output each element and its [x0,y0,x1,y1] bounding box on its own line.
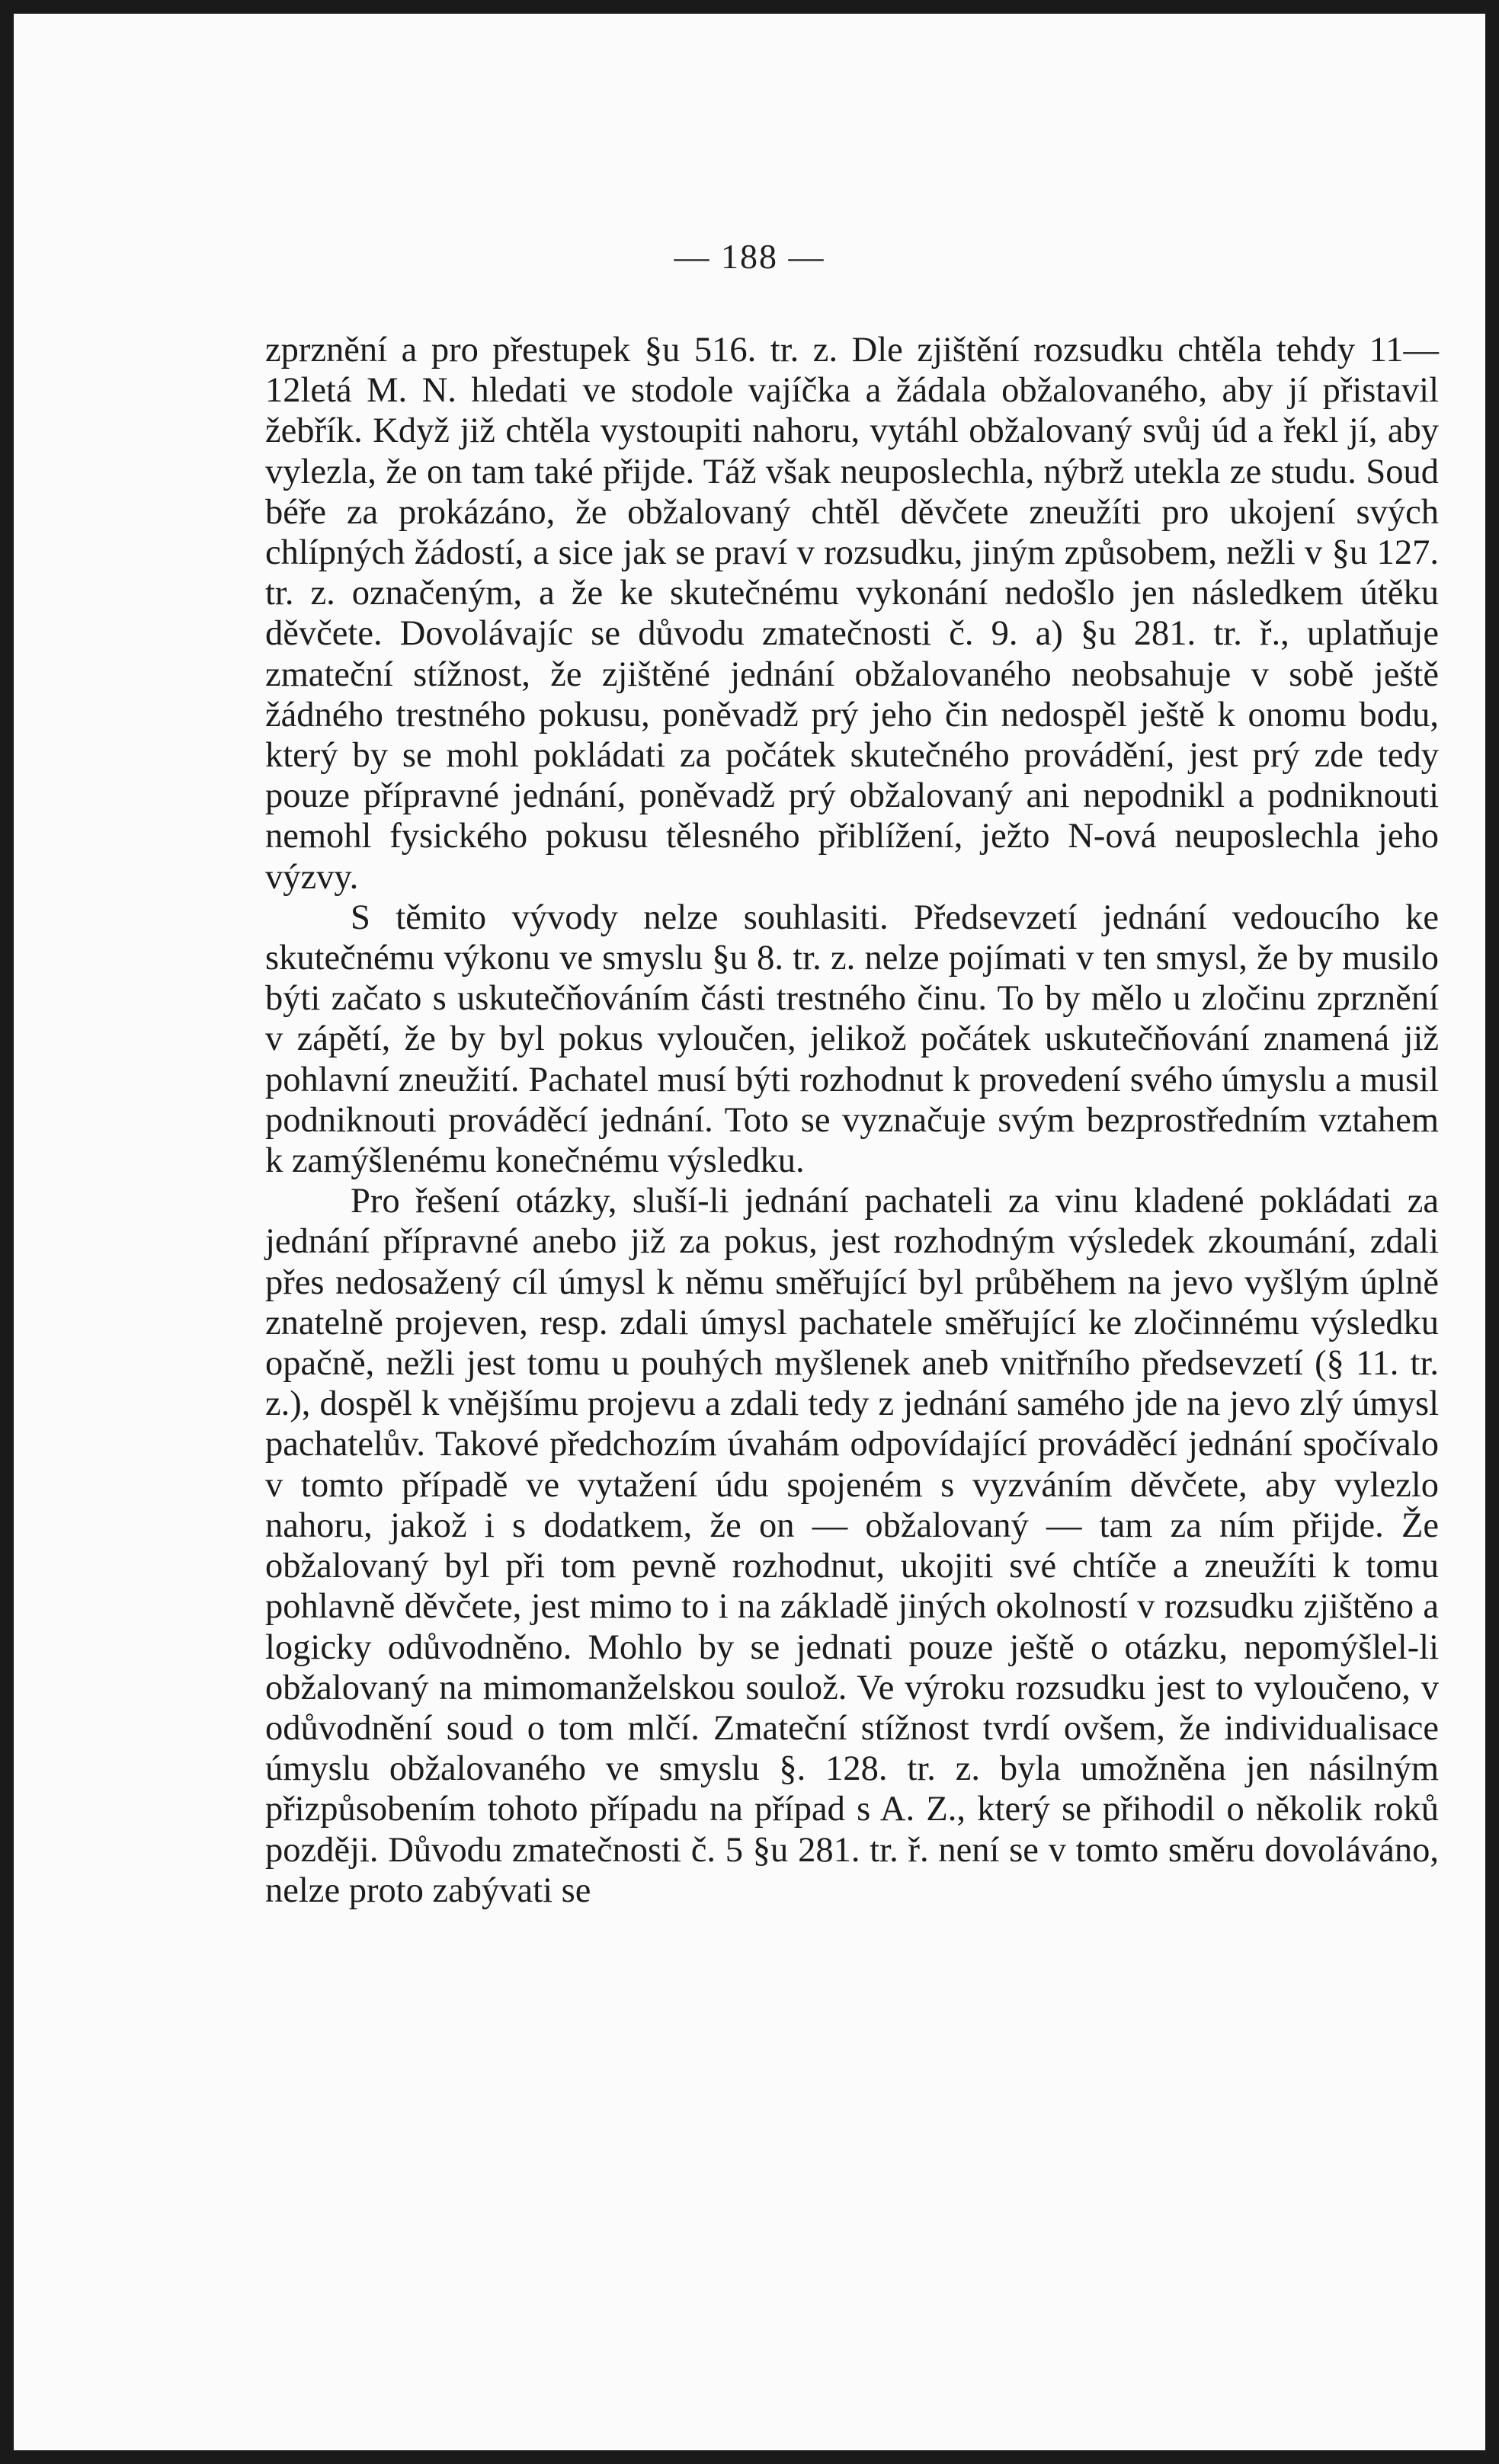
paragraph-2: S těmito vývody nelze souhlasiti. Předsevzetí jednání vedoucího ke skutečnému výkonu ve smyslu §u 8. tr. z. nelze pojímati v ten smysl, že by musilo býti začato s uskutečňováním části trestného činu. To by mělo u zločinu zprznění v zápětí, že by byl pokus vyloučen, jelikož počátek uskutečňování znamená již pohlavní zneužití. Pachatel musí býti rozhodnut k provedení svého úmyslu a musil podniknouti prováděcí jednání. Toto se vyznačuje svým bezprostředním vztahem k zamýšlenému konečnému výsledku. [265,898,1439,1181]
paragraph-1: zprznění a pro přestupek §u 516. tr. z. Dle zjištění rozsudku chtěla tehdy 11—12letá M. N. hledati ve stodole vajíčka a žádala obžalovaného, aby jí přistavil žebřík. Když již chtěla vystoupiti nahoru, vytáhl obžalovaný svůj úd a řekl jí, aby vylezla, že on tam také přijde. Táž však neuposlechla, nýbrž utekla ze studu. Soud béře za prokázáno, že obžalovaný chtěl děvčete zneužíti pro ukojení svých chlípných žádostí, a sice jak se praví v rozsudku, jiným způsobem, nežli v §u 127. tr. z. označeným, a že ke skutečnému vykonání nedošlo jen následkem útěku děvčete. Dovolávajíc se důvodu zmatečnosti č. 9. a) §u 281. tr. ř., uplatňuje zmateční stížnost, že zjištěné jednání obžalovaného neobsahuje v sobě ještě žádného trestného pokusu, poněvadž prý jeho čin nedospěl ještě k onomu bodu, který by se mohl pokládati za počátek skutečného provádění, jest prý zde tedy pouze přípravné jednání, poněvadž prý obžalovaný ani nepodnikl a podniknouti nemohl fysického pokusu tělesného přiblížení, ježto N-ová neuposlechla jeho výzvy. [265,331,1439,897]
paragraph-3: Pro řešení otázky, sluší-li jednání pachateli za vinu kladené pokládati za jednání přípravné anebo již za pokus, jest rozhodným výsledek zkoumání, zdali přes nedosažený cíl úmysl k němu směřující byl průběhem na jevo vyšlým úplně znatelně projeven, resp. zdali úmysl pachatele směřující ke zločinnému výsledku opačně, nežli jest tomu u pouhých myšlenek aneb vnitřního předsevzetí (§ 11. tr. z.), dospěl k vnějšímu projevu a zdali tedy z jednání samého jde na jevo zlý úmysl pachatelův. Takové předchozím úvahám odpovídající prováděcí jednání spočívalo v tomto případě ve vytažení údu spojeném s vyzváním děvčete, aby vylezlo nahoru, jakož i s dodatkem, že on — obžalovaný — tam za ním přijde. Že obžalovaný byl při tom pevně rozhodnut, ukojiti své chtíče a zneužíti k tomu pohlavně děvčete, jest mimo to i na základě jiných okolností v rozsudku zjištěno a logicky odůvodněno. Mohlo by se jednati pouze ještě o otázku, nepomýšlel-li obžalovaný na mimomanželskou soulož. Ve výroku rozsudku jest to vyloučeno, v odůvodnění soud o tom mlčí. Zmateční stížnost tvrdí ovšem, že individualisace úmyslu obžalovaného ve smyslu §. 128. tr. z. byla umožněna jen násilným přizpůsobením tohoto případu na případ s A. Z., který se přihodil o několik roků později. Důvodu zmatečnosti č. 5 §u 281. tr. ř. není se v tomto směru dovoláváno, nelze proto zabývati se [265,1182,1439,1910]
body-text [265,330,1439,1911]
book-page [14,14,1485,2450]
page-number: — 188 — [674,237,825,276]
